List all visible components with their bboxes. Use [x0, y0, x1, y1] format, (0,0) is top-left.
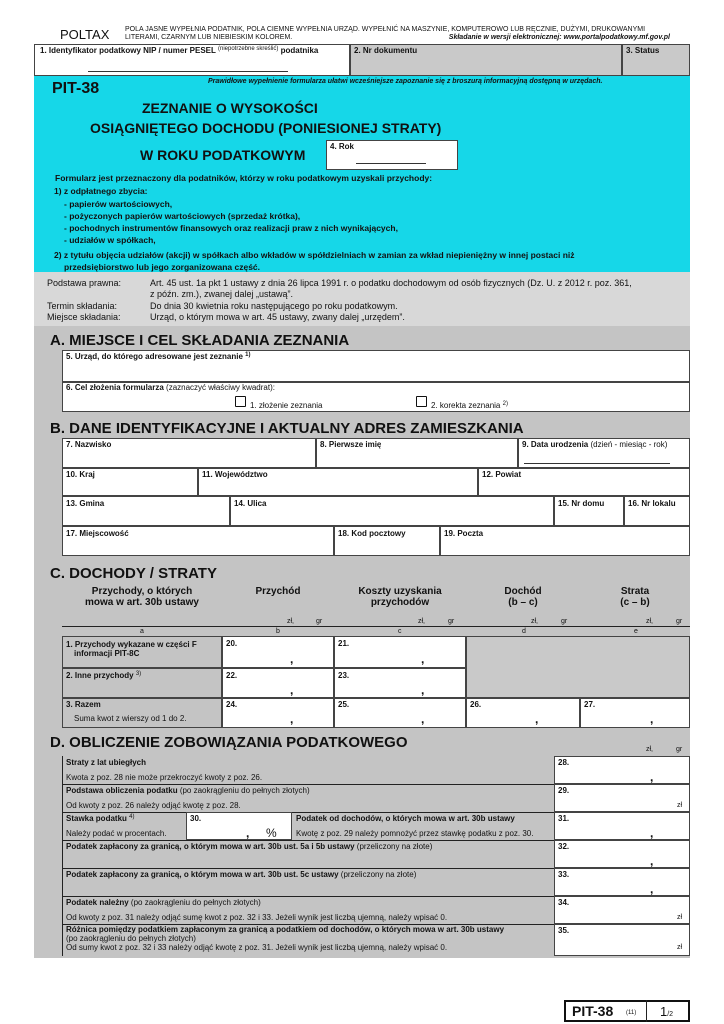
unit-zl-b: zł, — [287, 618, 294, 625]
year-input-line — [356, 158, 426, 164]
field-26-num: 26. — [470, 700, 482, 709]
section-c-title: C. DOCHODY / STRATY — [50, 565, 217, 582]
field-32-num: 32. — [558, 842, 570, 851]
unit-gr-d: gr — [561, 618, 568, 625]
field-30-comma: , — [246, 826, 250, 840]
field-32-comma: , — [650, 854, 654, 868]
field-34-unit: zł — [677, 914, 683, 921]
field-27[interactable] — [580, 698, 690, 728]
row-3-label: 3. Razem — [66, 700, 101, 709]
option-submit-label: 1. złożenie zeznania — [250, 401, 323, 410]
field-21-comma: , — [421, 652, 425, 666]
field-24[interactable] — [222, 698, 334, 728]
f15-label: 15. Nr domu — [558, 499, 605, 508]
birth-date-line — [524, 458, 670, 464]
unit-gr-e: gr — [676, 618, 683, 625]
e-filing-note: Składanie w wersji elektronicznej: www.portalpodatkowy.mf.gov.pl — [448, 34, 670, 41]
intro-point-2a: 2) z tytułu objęcia udziałów (akcji) w spółkach albo wkładów w spółdzielniach w zamian za wkład niepieniężny w innej postaci niż — [54, 250, 575, 260]
field1-label: 1. Identyfikator podatkowy NIP / numer PESEL $^{(niepotrzebne skreślić)}$ podatnika — [40, 46, 319, 55]
intro-point-1: 1) z odpłatnego zbycia: — [54, 186, 148, 196]
f5-label: 5. Urząd, do którego adresowane jest zeznanie $^{1)}$ — [66, 352, 251, 361]
f16-label: 16. Nr lokalu — [628, 499, 676, 508]
intro-point-2b: przedsiębiorstwo lub jego zorganizowana część. — [64, 262, 261, 272]
place-label: Miejsce składania: — [47, 312, 121, 322]
field-30-percent: % — [266, 826, 277, 840]
field-31-num: 31. — [558, 814, 570, 823]
field-32[interactable] — [554, 840, 690, 868]
r30-label: Stawka podatku $^{4)}$ — [66, 814, 135, 823]
f12-label: 12. Powiat — [482, 470, 522, 479]
field-22-comma: , — [290, 683, 294, 697]
field-26[interactable] — [466, 698, 580, 728]
row-2-label: 2. Inne przychody $^{3)}$ — [66, 671, 142, 680]
row-1-label-2: informacji PIT-8C — [74, 649, 140, 658]
f7-label: 7. Nazwisko — [66, 440, 112, 449]
unit-zl-e: zł, — [646, 618, 653, 625]
col-a-header: Przychody, o których mowa w art. 30b ustawy — [85, 586, 199, 608]
field-29-unit: zł — [677, 802, 683, 809]
r29-label: Podstawa obliczenia podatku (po zaokrągleniu do pełnych złotych) — [66, 786, 310, 795]
option-correction-checkbox[interactable] — [416, 396, 427, 407]
intro-lead: Formularz jest przeznaczony dla podatników, którzy w roku podatkowym uzyskali przychody: — [55, 173, 433, 183]
row-3-note: Suma kwot z wierszy od 1 do 2. — [74, 714, 187, 723]
f8-label: 8. Pierwsze imię — [320, 440, 382, 449]
unit-zl-c: zł, — [418, 618, 425, 625]
field-34-num: 34. — [558, 898, 570, 907]
year-label: 4. Rok — [330, 142, 355, 151]
d-unit-zl: zł, — [646, 746, 653, 753]
footer-page: 1/2 — [660, 1004, 674, 1019]
field3-label: 3. Status — [626, 46, 660, 55]
field-21-num: 21. — [338, 639, 350, 648]
f18-label: 18. Kod pocztowy — [338, 529, 406, 538]
intro-item-3: - pochodnych instrumentów finansowych oraz realizacji praw z nich wynikających, — [64, 223, 398, 233]
field-24-num: 24. — [226, 700, 238, 709]
intro-item-4: - udziałów w spółkach, — [64, 235, 156, 245]
fill-notice: POLA JASNE WYPEŁNIA PODATNIK, POLA CIEMNE WYPEŁNIA URZĄD. WYPEŁNIĆ NA MASZYNIE, KOMPUTEROWO LUB RĘCZNIE, DUŻYMI, DRUKOWANYMI LITERAMI, CZARNYM LUB NIEBIESKIM KOLOREM. — [125, 26, 646, 41]
field-27-comma: , — [650, 712, 654, 726]
section-a-title: A. MIEJSCE I CEL SKŁADANIA ZEZNANIA — [50, 332, 350, 349]
unit-zl-d: zł, — [531, 618, 538, 625]
col-letter-b: b — [276, 628, 280, 635]
r33-label: Podatek zapłacony za granicą, o którym mowa w art. 30b ust. 5c ustawy (przeliczony na złote) — [66, 870, 417, 879]
footer-version: (11) — [626, 1010, 637, 1016]
r35-note-1: (po zaokrągleniu do pełnych złotych) — [66, 934, 196, 943]
field-20-num: 20. — [226, 639, 238, 648]
d-unit-gr: gr — [676, 746, 683, 753]
col-d-header: Dochód (b – c) — [504, 586, 542, 608]
r31-note: Kwotę z poz. 29 należy pomnożyć przez stawkę podatku z poz. 30. — [296, 829, 534, 838]
title-line-2: OSIĄGNIĘTEGO DOCHODU (PONIESIONEJ STRATY) — [90, 120, 442, 136]
r35-note-2: Od sumy kwot z poz. 32 i 33 należy odjąć kwotę z poz. 31. Jeżeli wynik jest liczbą ujemną, należy wpisać 0. — [66, 943, 448, 952]
field-22-num: 22. — [226, 671, 238, 680]
field-23-num: 23. — [338, 671, 350, 680]
field-27-num: 27. — [584, 700, 596, 709]
field-34[interactable] — [554, 896, 690, 924]
deadline-label: Termin składania: — [47, 301, 118, 311]
field-23[interactable] — [334, 668, 466, 698]
field-29-num: 29. — [558, 786, 570, 795]
footer-form-code: PIT-38 — [572, 1003, 614, 1019]
field-30-num: 30. — [190, 814, 202, 823]
col-letter-c: c — [398, 628, 402, 635]
col-letter-a: a — [140, 628, 144, 635]
field-25[interactable] — [334, 698, 466, 728]
r35-label: Różnica pomiędzy podatkiem zapłaconym za granicą a podatkiem od dochodów, o których mowa w art. 30b ustawy — [66, 925, 505, 934]
field-31-comma: , — [650, 826, 654, 840]
f10-label: 10. Kraj — [66, 470, 95, 479]
field-25-comma: , — [421, 712, 425, 726]
title-line-3: W ROKU PODATKOWYM — [140, 147, 306, 163]
section-b-title: B. DANE IDENTYFIKACYJNE I AKTUALNY ADRES ZAMIESZKANIA — [50, 420, 524, 437]
f13-label: 13. Gmina — [66, 499, 105, 508]
r34-note: Od kwoty z poz. 31 należy odjąć sumę kwot z poz. 32 i 33. Jeżeli wynik jest liczbą ujemną, należy wpisać 0. — [66, 913, 448, 922]
col-b-header: Przychód — [255, 586, 301, 597]
r29-note: Od kwoty z poz. 26 należy odjąć kwotę z poz. 28. — [66, 801, 241, 810]
field-20[interactable] — [222, 636, 334, 668]
field-22[interactable] — [222, 668, 334, 698]
field-33-num: 33. — [558, 870, 570, 879]
option-submit-checkbox[interactable] — [235, 396, 246, 407]
f17-label: 17. Miejscowość — [66, 529, 129, 538]
r32-label: Podatek zapłacony za granicą, o którym mowa w art. 30b ust. 5a i 5b ustawy (przeliczony na złote) — [66, 842, 433, 851]
id-input-line — [88, 66, 288, 72]
unit-gr-b: gr — [316, 618, 323, 625]
col-letter-d: d — [522, 628, 526, 635]
field-33-comma: , — [650, 882, 654, 896]
street-field[interactable] — [230, 496, 554, 526]
field-29[interactable] — [554, 784, 690, 812]
field-23-comma: , — [421, 683, 425, 697]
field-26-comma: , — [535, 712, 539, 726]
field-33[interactable] — [554, 868, 690, 896]
col-letter-e: e — [634, 628, 638, 635]
r34-label: Podatek należny (po zaokrągleniu do pełnych złotych) — [66, 898, 261, 907]
field-25-num: 25. — [338, 700, 350, 709]
intro-item-2: - pożyczonych papierów wartościowych (sprzedaż krótka), — [64, 211, 301, 221]
r28-note: Kwota z poz. 28 nie może przekroczyć kwoty z poz. 26. — [66, 773, 263, 782]
basis-label: Podstawa prawna: — [47, 278, 122, 288]
r28-label: Straty z lat ubiegłych — [66, 758, 147, 767]
unit-gr-c: gr — [448, 618, 455, 625]
field-35[interactable] — [554, 924, 690, 956]
r30-note: Należy podać w procentach. — [66, 829, 167, 838]
field2-label: 2. Nr dokumentu — [354, 46, 418, 55]
field-35-num: 35. — [558, 926, 570, 935]
basis-text-2: z późn. zm.), zwanej dalej „ustawą”. — [150, 289, 294, 299]
option-correction-label: 2. korekta zeznania $^{2)}$ — [431, 401, 508, 410]
brochure-hint: Prawidłowe wypełnienie formularza ułatwi wcześniejsze zapoznanie się z broszurą informacyjną dostępną w urzędach. — [208, 78, 603, 85]
brand-logo: POLTAX — [60, 27, 110, 42]
section-d-title: D. OBLICZENIE ZOBOWIĄZANIA PODATKOWEGO — [50, 734, 408, 751]
field-28-comma: , — [650, 770, 654, 784]
r31-label: Podatek od dochodów, o których mowa w art. 30b ustawy — [296, 814, 515, 823]
form-code: PIT-38 — [52, 80, 100, 97]
field-28[interactable] — [554, 756, 690, 784]
col-e-header: Strata (c – b) — [620, 586, 650, 608]
field-28-num: 28. — [558, 758, 570, 767]
f19-label: 19. Poczta — [444, 529, 484, 538]
field-20-comma: , — [290, 652, 294, 666]
field-35-unit: zł — [677, 944, 683, 951]
f14-label: 14. Ulica — [234, 499, 267, 508]
f11-label: 11. Województwo — [202, 470, 268, 479]
field-21[interactable] — [334, 636, 466, 668]
place-text: Urząd, o którym mowa w art. 45 ustawy, zwany dalej „urzędem”. — [150, 312, 405, 322]
field-24-comma: , — [290, 712, 294, 726]
field-31[interactable] — [554, 812, 690, 840]
basis-text-1: Art. 45 ust. 1a pkt 1 ustawy z dnia 26 lipca 1991 r. o podatku dochodowym od osób fizycznych (Dz. U. z 2012 r. poz. 361, — [150, 278, 632, 288]
title-line-1: ZEZNANIE O WYSOKOŚCI — [142, 100, 318, 116]
col-c-header: Koszty uzyskania przychodów — [358, 586, 442, 608]
f9-label: 9. Data urodzenia (dzień - miesiąc - rok) — [522, 440, 668, 449]
deadline-text: Do dnia 30 kwietnia roku następującego po roku podatkowym. — [150, 301, 398, 311]
f6-label: 6. Cel złożenia formularza (zaznaczyć właściwy kwadrat): — [66, 383, 275, 392]
shaded-d-e-area — [466, 636, 690, 698]
row-1-label-1: 1. Przychody wykazane w części F — [66, 640, 197, 649]
intro-item-1: - papierów wartościowych, — [64, 199, 173, 209]
